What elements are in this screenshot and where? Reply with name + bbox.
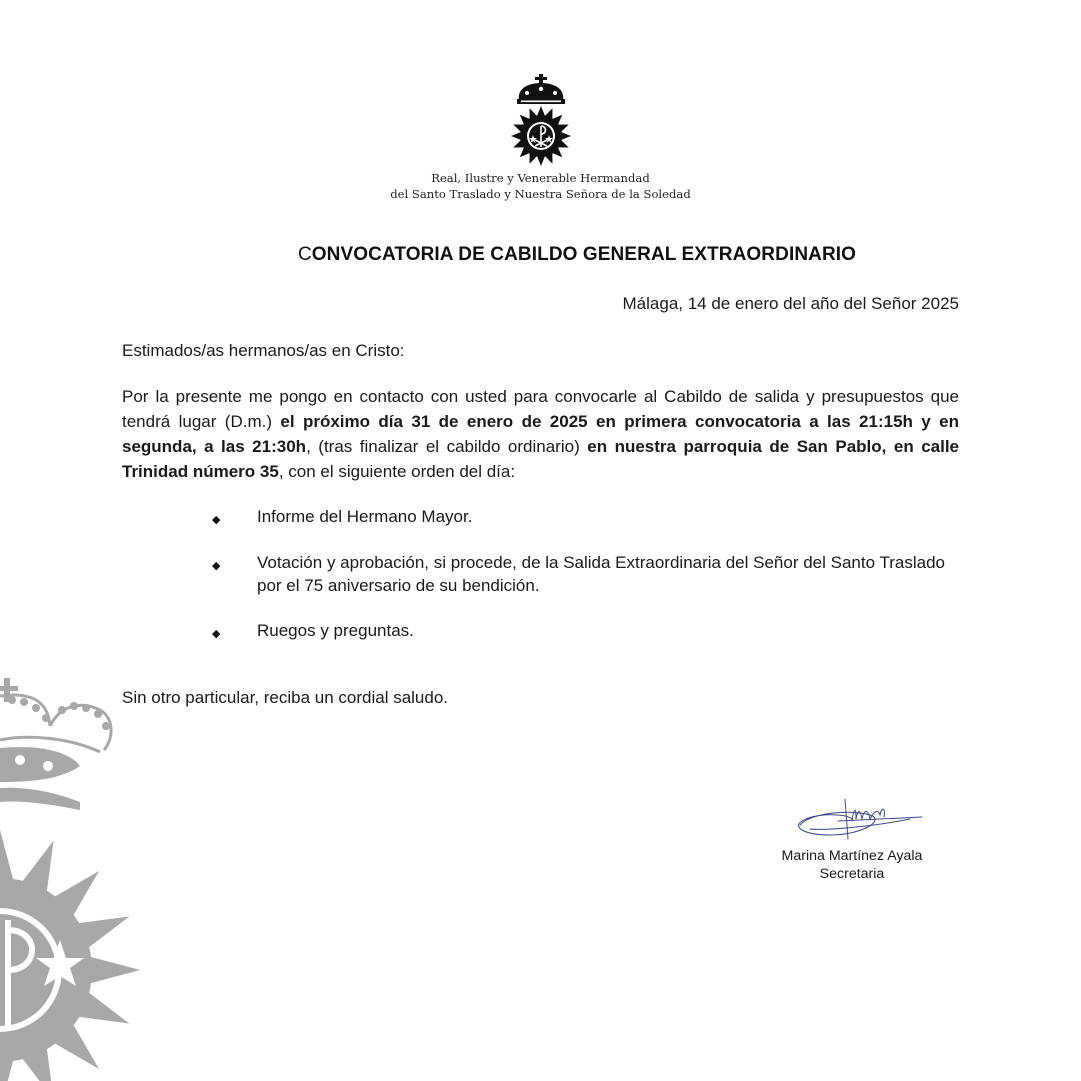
institution-line-2: del Santo Traslado y Nuestra Señora de la Soledad	[390, 186, 691, 201]
document-title	[122, 244, 1032, 266]
agenda-item-text: Ruegos y preguntas.	[257, 621, 414, 640]
body-paragraph	[122, 384, 959, 484]
body-text-1: Por la presente me pongo en contacto con usted para convocarle al Cabildo de salida y presupuestos que tendrá lugar (D.m.)	[122, 387, 959, 431]
institution-name	[340, 171, 741, 202]
crest-watermark	[0, 670, 175, 1081]
body-meeting-date: el próximo día 31 de enero de 2025 en primera convocatoria a las 21:15h y en segunda, a las 21:30h	[122, 412, 959, 456]
body-text-3: , con el siguiente orden del día:	[278, 462, 516, 481]
document-date: Málaga, 14 de enero del año del Señor 2025	[622, 294, 959, 313]
signature-block	[762, 847, 942, 883]
agenda-item	[210, 551, 970, 597]
hermandad-crest-logo	[505, 72, 577, 168]
handwritten-signature	[790, 795, 930, 855]
closing-line: Sin otro particular, reciba un cordial saludo.	[122, 688, 449, 707]
signatory-role: Secretaria	[819, 866, 885, 882]
body-text-2: , (tras finalizar el cabildo ordinario)	[306, 437, 588, 456]
signatory-name: Marina Martínez Ayala	[781, 848, 923, 864]
title-rest: ONVOCATORIA DE CABILDO GENERAL EXTRAORDINARIO	[311, 244, 857, 265]
agenda-item-text: Informe del Hermano Mayor.	[257, 507, 473, 526]
diamond-bullet-icon: ◆	[212, 514, 221, 526]
greeting: Estimados/as hermanos/as en Cristo:	[122, 341, 405, 360]
title-first-letter: C	[297, 244, 312, 265]
body-meeting-place: en nuestra parroquia de San Pablo, en calle Trinidad número 35	[122, 437, 959, 481]
diamond-bullet-icon: ◆	[212, 560, 221, 572]
agenda-item	[210, 619, 414, 642]
diamond-bullet-icon: ◆	[212, 628, 221, 640]
agenda-item	[210, 505, 472, 528]
agenda-item-text: Votación y aprobación, si procede, de la Salida Extraordinaria del Señor del Santo Traslado por el 75 aniversario de su bendición.	[257, 553, 945, 595]
institution-line-1: Real, Ilustre y Venerable Hermandad	[431, 171, 650, 185]
